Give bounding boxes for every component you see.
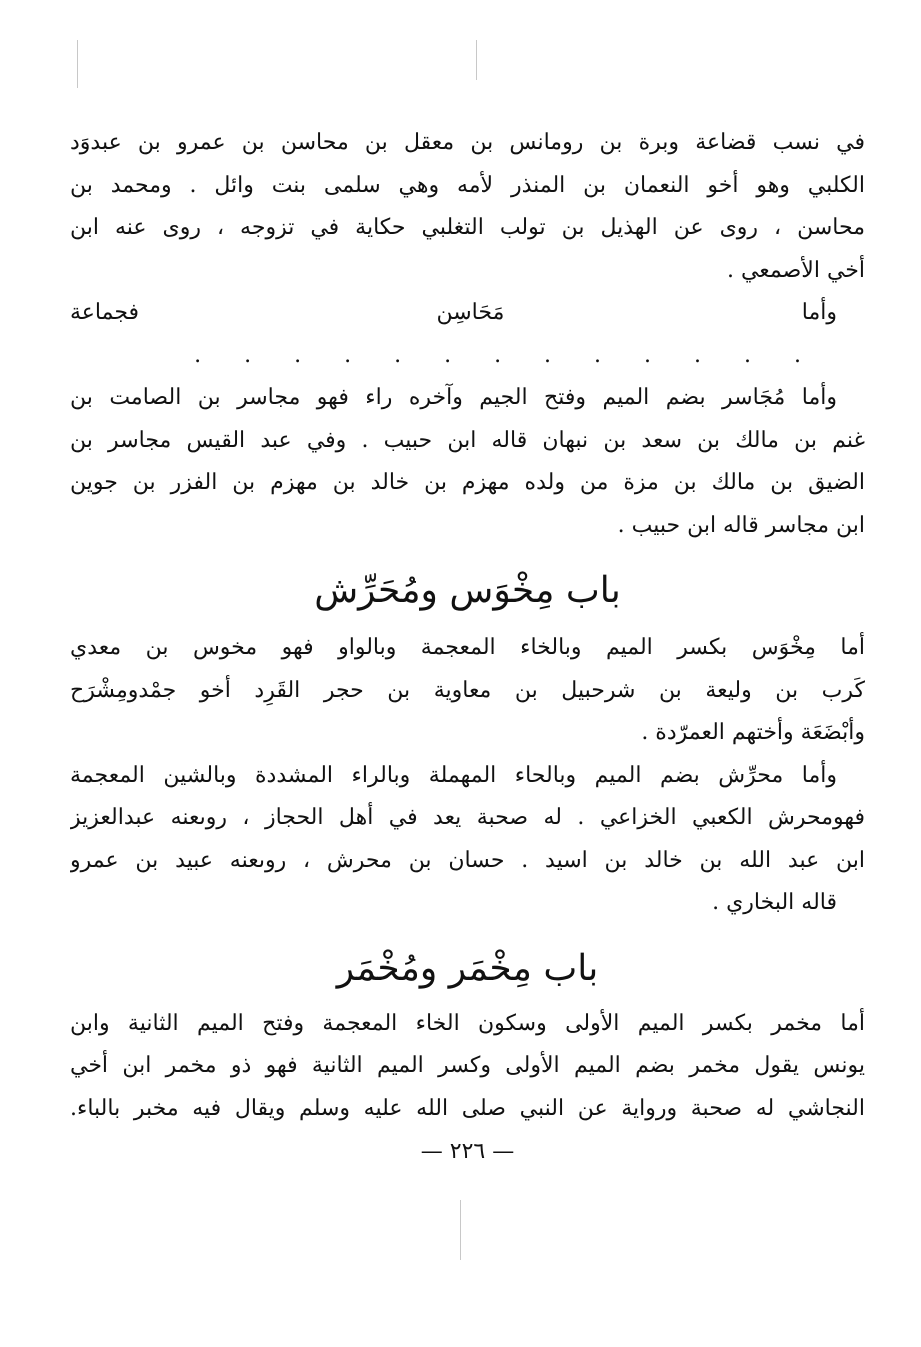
text-line: أما مخمر بكسر الميم الأولى وسكون الخاء المعجمة وفتح الميم الثانية وابن [70,1010,865,1036]
scan-mark [460,1200,461,1260]
paragraph [70,1003,865,1131]
text-line: غنم بن مالك بن سعد بن نبهان قاله ابن حبيب . وفي عبد القيس مجاسر بن [70,427,865,453]
text-line: وأما مَحَاسِن فجماعة [70,300,837,325]
text-line: الكلبي وهو أخو النعمان بن المنذر لأمه وهي سلمى بنت وائل . ومحمد بن [70,172,865,198]
text-line: النجاشي له صحبة ورواية عن النبي صلى الله عليه وسلم ويقال فيه مخبر بالباء. [70,1095,865,1121]
paragraph-continuation [70,420,865,548]
text-line: أخي الأصمعي . [726,257,865,283]
text-line: وأبْضَعَة وأختهم العمرّدة . [641,720,865,745]
text-line: وأما مُجَاسر بضم الميم وفتح الجيم وآخره راء فهو مجاسر بن الصامت بن [70,385,837,410]
paragraph-continuation [70,797,865,925]
text-line: الضيق بن مالك بن مزة من ولده مهزم بن خالد بن مهزم بن الفزر بن جوين [70,470,865,495]
paragraph [70,292,865,377]
text-column [70,122,865,1172]
text-line: وأما محرِّش بضم الميم وبالحاء المهملة وبالراء المشددة وبالشين المعجمة [70,762,837,788]
text-line: أما مِخْوَس بكسر الميم وبالخاء المعجمة وبالواو فهو مخوس بن معدي [70,635,865,660]
page-number: — ٢٢٦ — [420,1139,515,1164]
paragraph [70,627,865,755]
text-line: فهومحرش الكعبي الخزاعي . له صحبة يعد في أهل الحجاز ، روىعنه عبدالعزيز [70,805,865,830]
dotted-leader: . . . . . . . . . . . . . [194,342,819,368]
section-heading: باب مِخْمَر ومُخْمَر [336,947,599,989]
paragraph [70,377,865,420]
scan-mark [476,40,477,80]
paragraph [70,755,865,798]
paragraph [70,122,865,292]
text-line: ابن مجاسر قاله ابن حبيب . [617,512,865,538]
scan-mark [77,40,78,88]
text-line: محاسن ، روى عن الهذيل بن تولب التغلبي حكاية في تزوجه ، روى عنه ابن [70,215,865,240]
text-line: ابن عبد الله بن خالد بن اسيد . حسان بن محرش ، روىعنه عبيد بن عمرو [70,847,865,873]
section-heading: باب مِخْوَس ومُحَرِّش [314,570,621,611]
text-line: يونس يقول مخمر بضم الميم الأولى وكسر الميم الثانية فهو ذو مخمر ابن أخي [70,1053,865,1078]
text-line: في نسب قضاعة وبرة بن رومانس بن معقل بن محاسن بن عمرو بن عبدوَد [70,130,865,155]
text-line: قاله البخاري . [712,890,837,915]
text-line: كَرب بن وليعة بن شرحبيل بن معاوية بن حجر القَرِد أخو جمْدومِشْرَح [70,677,865,703]
